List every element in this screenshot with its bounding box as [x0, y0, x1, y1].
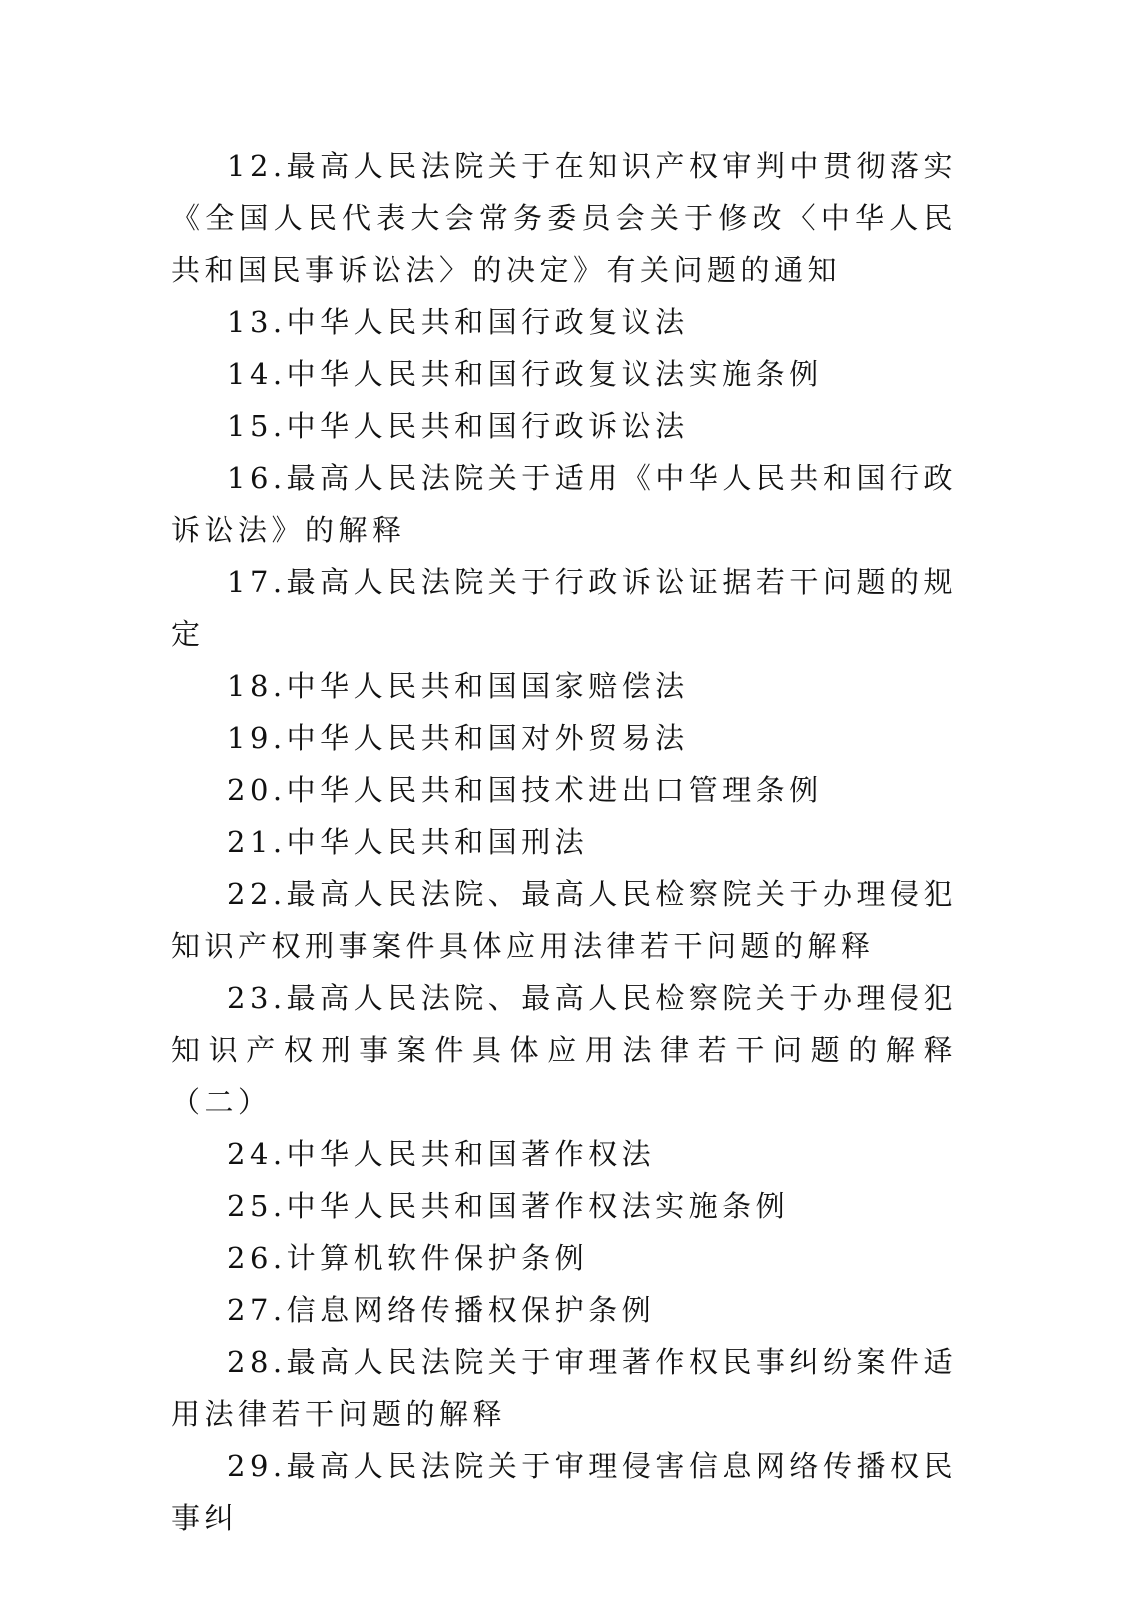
list-item: 17.最高人民法院关于行政诉讼证据若干问题的规定: [171, 565, 957, 651]
list-item: 25.中华人民共和国著作权法实施条例: [227, 1189, 790, 1223]
list-item: 26.计算机软件保护条例: [227, 1241, 589, 1275]
list-item: 12.最高人民法院关于在知识产权审判中贯彻落实《全国人民代表大会常务委员会关于修改〈中华人民共和国民事诉讼法〉的决定》有关问题的通知: [171, 149, 957, 287]
list-item: 14.中华人民共和国行政复议法实施条例: [227, 357, 823, 391]
list-item: 20.中华人民共和国技术进出口管理条例: [227, 773, 823, 807]
list-item: 13.中华人民共和国行政复议法: [227, 305, 689, 339]
list-item: 18.中华人民共和国国家赔偿法: [227, 669, 689, 703]
list-item: 29.最高人民法院关于审理侵害信息网络传播权民事纠: [171, 1449, 957, 1535]
list-item: 24.中华人民共和国著作权法: [227, 1137, 656, 1171]
list-item: 28.最高人民法院关于审理著作权民事纠纷案件适用法律若干问题的解释: [171, 1345, 957, 1431]
list-item: 22.最高人民法院、最高人民检察院关于办理侵犯知识产权刑事案件具体应用法律若干问题的解释: [171, 877, 957, 963]
list-item: 23.最高人民法院、最高人民检察院关于办理侵犯知识产权刑事案件具体应用法律若干问题的解释（二）: [171, 981, 957, 1119]
regulation-list: [171, 140, 957, 1544]
list-item: 21.中华人民共和国刑法: [227, 825, 589, 859]
list-item: 15.中华人民共和国行政诉讼法: [227, 409, 689, 443]
list-item: 16.最高人民法院关于适用《中华人民共和国行政诉讼法》的解释: [171, 461, 957, 547]
list-item: 19.中华人民共和国对外贸易法: [227, 721, 689, 755]
list-item: 27.信息网络传播权保护条例: [227, 1293, 656, 1327]
